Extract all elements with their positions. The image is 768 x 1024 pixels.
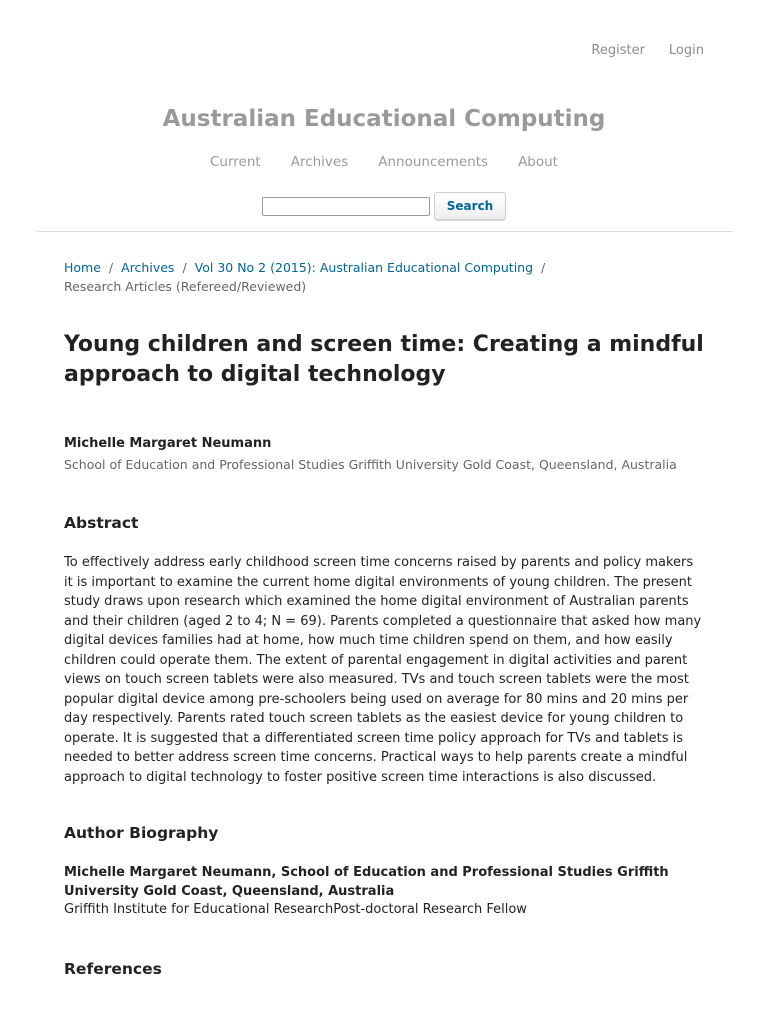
site-title[interactable]: Australian Educational Computing <box>162 106 606 132</box>
bio-author-role: Griffith Institute for Educational ResearchPost-doctoral Research Fellow <box>64 902 527 917</box>
nav-item-announcements[interactable]: Announcements <box>378 154 489 170</box>
nav-item-archives[interactable]: Archives <box>290 154 349 170</box>
header-divider <box>36 231 733 232</box>
search-form <box>0 192 768 220</box>
author-biography-heading: Author Biography <box>64 824 219 842</box>
register-link[interactable]: Register <box>591 43 645 58</box>
breadcrumb-archives[interactable]: Archives <box>121 260 175 275</box>
breadcrumb-separator: / <box>108 260 114 275</box>
nav-item-current[interactable]: Current <box>210 154 261 170</box>
abstract-text: To effectively address early childhood screen time concerns raised by parents and policy makers it is important to examine the current home digital environments of young children. The present study draws upon research which examined the home digital environment of Australian parents and their children (aged 2 to 4; N = 69). Parents completed a questionnaire that asked how many digital devices families had at home, how much time children spend on them, and how easily children could operate them. The extent of parental engagement in digital activities and parent views on touch screen tablets were also measured. TVs and touch screen tablets were the most popular digital device among pre-schoolers being used on average for 80 mins and 20 mins per day respectively. Parents rated touch screen tablets as the easiest device for young children to operate. It is suggested that a differentiated screen time policy approach for TVs and tablets is needed to better address screen time concerns. Practical ways to help parents create a mindful approach to digital technology to foster positive screen time interactions is also discussed. <box>64 555 702 785</box>
breadcrumb-separator: / <box>541 260 546 275</box>
login-link[interactable]: Login <box>668 43 704 58</box>
user-nav <box>591 43 704 58</box>
author-name: Michelle Margaret Neumann <box>64 436 272 451</box>
breadcrumb-home[interactable]: Home <box>64 260 101 275</box>
primary-nav <box>0 154 768 170</box>
search-input[interactable] <box>262 197 430 216</box>
references-heading: References <box>64 960 162 978</box>
breadcrumb-issue[interactable]: Vol 30 No 2 (2015): Australian Educational Computing <box>194 260 534 275</box>
abstract-heading: Abstract <box>64 514 139 532</box>
search-button[interactable]: Search <box>434 192 506 220</box>
breadcrumb-current: Research Articles (Refereed/Reviewed) <box>64 279 307 294</box>
breadcrumb-separator: / <box>182 260 187 275</box>
breadcrumb <box>64 258 704 296</box>
author-affiliation: School of Education and Professional Studies Griffith University Gold Coast, Queensland, Australia <box>64 457 677 472</box>
nav-item-about[interactable]: About <box>518 154 558 170</box>
page-title: Young children and screen time: Creating a mindful approach to digital technology <box>64 332 704 387</box>
bio-author-name: Michelle Margaret Neumann, School of Education and Professional Studies Griffith University Gold Coast, Queensland, Australia <box>64 865 669 899</box>
